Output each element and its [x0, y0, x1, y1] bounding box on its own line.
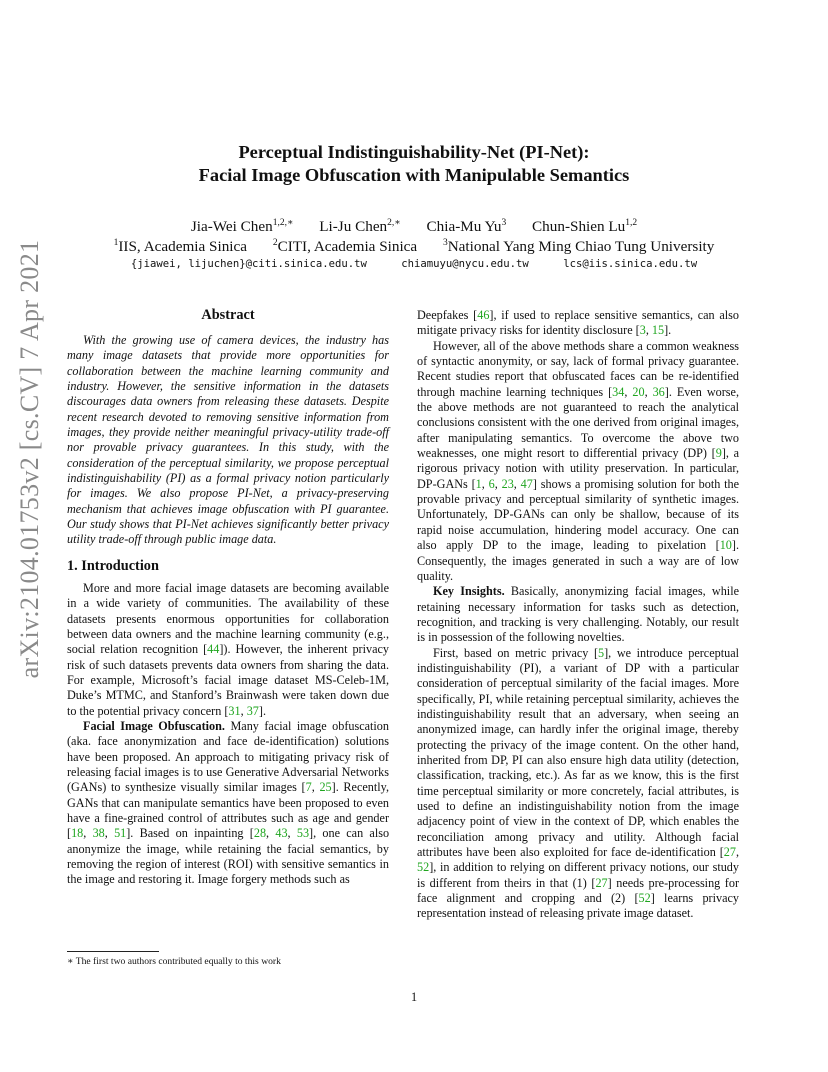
author-sup: 1,2: [625, 218, 638, 228]
citation-link[interactable]: 25: [319, 780, 332, 795]
citation-link[interactable]: 1: [475, 476, 482, 491]
citation-link[interactable]: 10: [719, 538, 732, 553]
email[interactable]: lcs@iis.sinica.edu.tw: [563, 258, 698, 270]
abstract-text: With the growing use of camera devices, the industry has many image datasets that provide more opportunities for collaboration between the machine learning community and industry. However, the sensitive information in the datasets discourages data owners from releasing these datasets. Despite recent research devoted to removing sensitive information from images, they provide neither meaningful privacy-utility trade-off nor provable privacy guarantees. In this study, with the consideration of the perceptual similarity, we propose perceptual indistinguishability (PI) as a formal privacy notion particularly for images. We also propose PI-Net, a privacy-preserving mechanism that achieves image obfuscation with PI guarantee. Our study shows that PI-Net achieves significantly better privacy utility trade-off through public image data.: [67, 333, 389, 547]
email[interactable]: chiamuyu@nycu.edu.tw: [401, 258, 529, 270]
affiliation-name: IIS, Academia Sinica: [118, 238, 248, 256]
citation-link[interactable]: 46: [477, 308, 490, 322]
affiliation-list: [0, 233, 828, 257]
intro-paragraph-2: [67, 719, 389, 888]
citation-link[interactable]: 23: [501, 476, 514, 491]
affiliation-sup: 1: [113, 238, 119, 248]
text-run: ,: [266, 826, 276, 841]
title-line-2: Facial Image Obfuscation with Manipulable Semantics: [198, 165, 630, 185]
citation-link[interactable]: 20: [632, 384, 645, 399]
citation-link[interactable]: 43: [275, 826, 288, 841]
footnote: ∗ The first two authors contributed equally to this work: [67, 956, 281, 967]
citation-link[interactable]: 52: [417, 860, 430, 875]
text-run: ]. Even worse, the above methods are not guaranteed to reach the analytical conclusions consistent with the one derived from original images, after manipulating semantics. To overcome the above two weaknesses, one might resort to differential privacy (DP) [: [417, 384, 739, 461]
citation-link[interactable]: 9: [715, 446, 722, 461]
affiliation-sup: 2: [272, 238, 278, 248]
text-run: ,: [83, 826, 93, 841]
text-run: ]. Recently, GANs that can manipulate semantics have been proposed to even have a fine-grained control of attributes such as age and gender [: [67, 780, 389, 841]
text-run: ], we introduce perceptual indistinguishability (PI), a variant of DP with a particular consideration of perceptual similarity of the facial images. More specifically, PI, while retaining perceptual similarity, achieves the indistinguishability result that an adversary, when seeing an anonymized image, can hardly infer the original image, thereby protecting the privacy of the image content. On the other hand, inherited from DP, PI can also ensure high data utility (detection, classification, tracking, etc.). As far as we know, this is the first time perceptual similarity or more concretely, facial attributes, is used to define an indistinguishability notion from the image adjacency point of view in the context of DP, which enables the reconciliation among privacy and utility. Although facial attributes have been also exploited for face de-identification [: [417, 645, 739, 860]
intro-paragraph-1: [67, 581, 389, 719]
arxiv-identifier: arXiv:2104.01753v2 [cs.CV] 7 Apr 2021: [15, 239, 44, 679]
text-run: ,: [644, 384, 653, 399]
text-run: Basically, anonymizing facial images, while retaining necessary information for tasks such as detection, recognition, and tracking is very challenging. Notably, our result is in possession of the following novelties.: [417, 584, 739, 645]
text-run: ,: [287, 826, 297, 841]
citation-link[interactable]: 28: [253, 826, 267, 841]
text-run: ,: [735, 845, 739, 860]
text-run: First, based on metric privacy [: [433, 645, 599, 660]
citation-link[interactable]: 34: [612, 384, 625, 399]
author-name: Chun-Shien Lu: [532, 218, 626, 236]
citation-link[interactable]: 38: [92, 826, 105, 841]
email-list: [0, 256, 828, 272]
text-run: ,: [481, 476, 489, 491]
citation-link[interactable]: 7: [305, 780, 312, 795]
citation-link[interactable]: 5: [598, 645, 605, 660]
citation-link[interactable]: 51: [114, 826, 127, 841]
text-run: ,: [645, 323, 652, 338]
section-heading-introduction: 1. Introduction: [67, 557, 159, 574]
intro-paragraph-4: [417, 584, 739, 645]
intro-paragraph-3: [417, 339, 739, 585]
left-column: [67, 306, 389, 888]
affiliation-sup: 3: [442, 238, 448, 248]
citation-link[interactable]: 44: [207, 642, 220, 657]
text-run: ]. Consequently, the images generated in such a way are of low quality.: [417, 538, 739, 583]
citation-link[interactable]: 37: [246, 703, 259, 718]
affiliation-name: National Yang Ming Chiao Tung University: [447, 238, 715, 256]
citation-link[interactable]: 36: [652, 384, 665, 399]
text-run: ,: [104, 826, 115, 841]
text-run: ]. Based on inpainting [: [126, 826, 254, 841]
text-run: ,: [240, 703, 247, 718]
paper-title: [0, 141, 828, 187]
citation-link[interactable]: 18: [71, 826, 84, 841]
paragraph-heading: Facial Image Obfuscation.: [83, 718, 225, 733]
author-name: Li-Ju Chen: [319, 218, 388, 236]
text-run: However, all of the above methods share a common weakness of syntactic anonymity, or say, lack of formal privacy guarantee. Recent studies report that obfuscated faces can be re-identified through machine learning techniques [: [417, 338, 739, 399]
citation-link[interactable]: 31: [228, 703, 241, 718]
citation-link[interactable]: 15: [651, 323, 665, 338]
text-run: ] needs pre-processing for face alignment and cropping and (2) [: [417, 875, 740, 906]
affiliation-name: CITI, Academia Sinica: [277, 238, 418, 256]
text-run: ], a rigorous privacy notion with utility preservation. In particular, DP-GANs [: [417, 446, 739, 491]
author-name: Chia-Mu Yu: [426, 218, 502, 236]
text-run: ] learns privacy representation instead of releasing private image dataset.: [417, 891, 739, 921]
citation-link[interactable]: 27: [723, 845, 736, 860]
text-run: ] shows a promising solution for both the provable privacy and perceptual similarity of synthetic images. Unfortunately, DP-GANs can only be shallow, because of its rapid noise accumulation, hindering model accuracy. One can also apply DP to the image, leading to pixelation [: [417, 476, 740, 553]
text-run: Deepfakes [: [417, 308, 478, 322]
citation-link[interactable]: 53: [296, 826, 310, 841]
text-run: More and more facial image datasets are becoming available in a wide variety of communities. The availability of these datasets presents enormous opportunities for collaboration between data owners and the machine learning community (e.g., social relation recognition [: [67, 580, 389, 657]
paragraph-heading: Key Insights.: [433, 584, 505, 599]
text-run: ], if used to replace sensitive semantics, can also mitigate privacy risks for identity disclosure [: [417, 308, 739, 338]
text-run: ,: [624, 384, 633, 399]
intro-paragraph-2-cont: [417, 308, 739, 339]
right-column: [417, 308, 739, 922]
text-run: ,: [513, 476, 521, 491]
author-sup: 1,2,∗: [272, 218, 294, 228]
text-run: ,: [494, 476, 502, 491]
text-run: ]). However, the inherent privacy risk of such datasets prevents data owners from sharing the data. For example, Microsoft’s facial image dataset MS-Celeb-1M, Duke’s MTMC, and Stanford’s Brainwash were taken down due to the potential privacy concern [: [67, 642, 389, 718]
author-sup: 2,∗: [387, 218, 401, 228]
page-number: 1: [410, 990, 418, 1004]
text-run: ,: [311, 780, 320, 795]
footnote-rule: [67, 951, 159, 952]
text-run: ], one can also anonymize the image, while retaining the facial semantics, by removing the region of interest (ROI) with sensitive semantics in the image and restoring it. Image forgery methods such as: [67, 826, 390, 887]
abstract-heading: Abstract: [201, 307, 255, 323]
citation-link[interactable]: 52: [638, 891, 651, 906]
author-name: Jia-Wei Chen: [190, 218, 273, 236]
text-run: Many facial image obfuscation (aka. face anonymization and face de-identification) solutions have been proposed. An approach to mitigating privacy risk of releasing facial images is to use Generative Adversarial Networks (GANs) to synthesize visually similar images [: [67, 718, 389, 795]
citation-link[interactable]: 3: [639, 323, 646, 338]
text-run: ].: [664, 323, 672, 338]
citation-link[interactable]: 47: [520, 476, 533, 491]
author-sup: 3: [501, 218, 507, 228]
email[interactable]: {jiawei, lijuchen}@citi.sinica.edu.tw: [130, 258, 367, 270]
citation-link[interactable]: 6: [488, 476, 495, 491]
citation-link[interactable]: 27: [595, 875, 608, 890]
intro-paragraph-5: [417, 646, 739, 922]
title-line-1: Perceptual Indistinguishability-Net (PI-Net):: [238, 142, 590, 162]
text-run: ], in addition to relying on different privacy notions, our study is different from theirs in that (1) [: [417, 860, 739, 890]
text-run: ].: [258, 703, 266, 718]
